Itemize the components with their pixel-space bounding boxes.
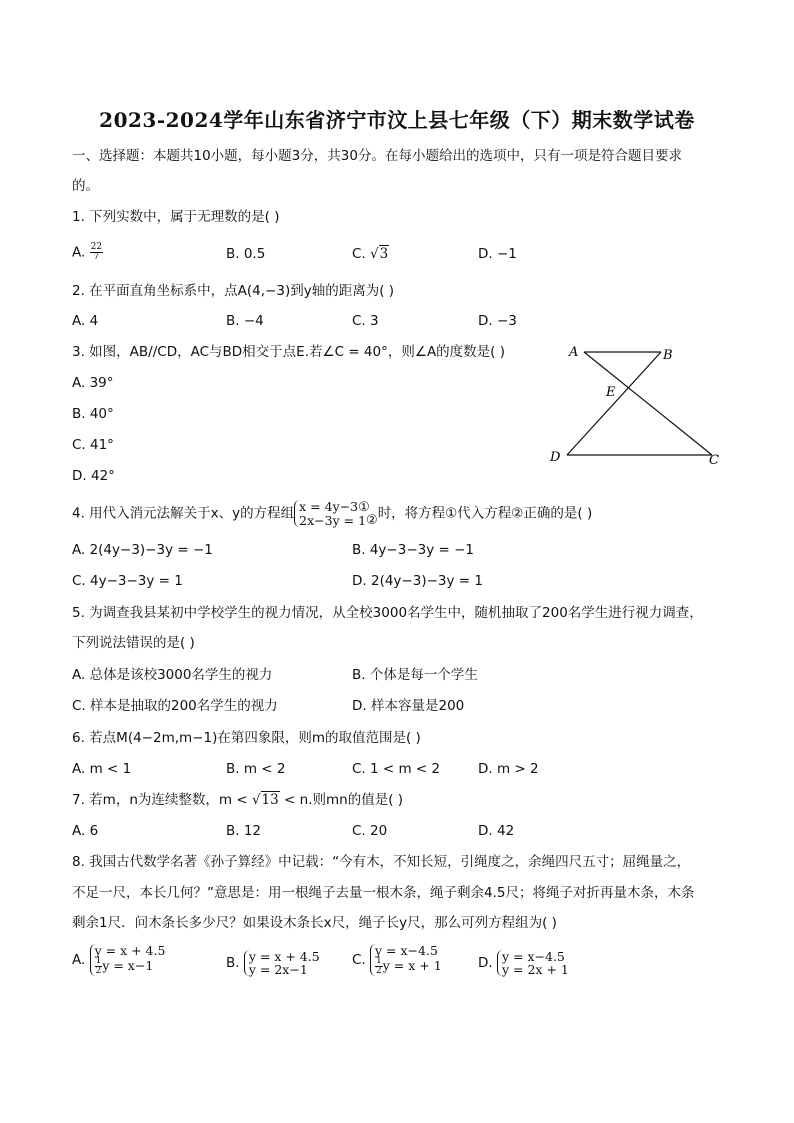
section-heading-line1: 一、选择题：本题共10小题，每小题3分，共30分。在每小题给出的选项中，只有一项是符合题目要求 (72, 148, 682, 164)
q1-sqrt: √3 (370, 246, 389, 262)
section-heading-line2: 的。 (72, 178, 99, 194)
q8-a-frac-num: 1 (95, 956, 102, 966)
q1-option-a-label: A. (72, 244, 86, 261)
q1-fraction-denominator: 7 (93, 252, 100, 262)
q3-figure (550, 340, 730, 470)
q7-stem (72, 791, 403, 809)
q7-option-c: C. 20 (352, 823, 388, 839)
q2-option-c: C. 3 (352, 313, 379, 329)
q3-stem: 3. 如图，AB//CD，AC与BD相交于点E.若∠C = 40°，则∠A的度数是( ) (72, 344, 506, 360)
q7-sqrt-radicand: 13 (261, 792, 279, 808)
q3-option-d: D. 42° (72, 468, 115, 484)
q4-option-d: D. 2(4y−3)−3y = 1 (352, 573, 483, 589)
q8-option-c-label: C. (352, 952, 366, 968)
q4-stem (72, 500, 592, 527)
q1-stem: 1. 下列实数中，属于无理数的是( ) (72, 209, 280, 225)
point-b-label: B (663, 348, 673, 363)
q2-option-a: A. 4 (72, 313, 99, 329)
q4-option-c: C. 4y−3−3y = 1 (72, 573, 183, 589)
point-a-label: A (569, 345, 579, 360)
q1-option-b: B. 0.5 (226, 246, 266, 262)
q5-option-c: C. 样本是抽取的200名学生的视力 (72, 698, 278, 714)
q5-option-b: B. 个体是每一个学生 (352, 667, 478, 683)
q2-stem: 2. 在平面直角坐标系中，点A(4,−3)到y轴的距离为( ) (72, 283, 395, 299)
q8-c-eq1: y = x−4.5 (375, 943, 438, 958)
q7-stem-pre: 7. 若m，n为连续整数，m < (72, 792, 248, 808)
q8-option-d-label: D. (478, 955, 493, 971)
q4-stem-pre: 4. 用代入消元法解关于x、y的方程组 (72, 505, 295, 522)
q7-sqrt: √13 (251, 792, 279, 808)
q5-option-d: D. 样本容量是200 (352, 698, 465, 714)
q7-stem-post: < n.则mn的值是( ) (284, 792, 404, 808)
q8-option-b-system (244, 950, 320, 976)
q4-eq2-row (299, 514, 378, 528)
segment-bd (567, 352, 661, 455)
q2-option-b: B. −4 (226, 313, 264, 329)
q8-c-frac-num: 1 (376, 956, 382, 966)
exam-title: 2023-2024学年山东省济宁市汶上县七年级（下）期末数学试卷 (99, 108, 695, 132)
q4-mark2: ② (366, 513, 378, 528)
q8-c-eq2: y = x + 1 (382, 958, 442, 973)
q8-stem-line3: 剩余1尺．问木条长多少尺？如果设木条长x尺，绳子长y尺，那么可列方程组为( ) (72, 915, 557, 931)
q8-c-eq2-row (375, 957, 442, 976)
q7-option-a: A. 6 (72, 823, 99, 839)
q4-mark1: ① (358, 499, 370, 515)
q8-a-eq2-row (95, 957, 166, 976)
q7-option-b: B. 12 (226, 823, 262, 839)
q8-stem-line1: 8. 我国古代数学名著《孙子算经》中记载：“今有木，不知长短，引绳度之，余绳四尺五寸；屈绳量之， (72, 854, 691, 870)
point-d-label: D (550, 450, 561, 465)
point-c-label: C (709, 453, 719, 468)
segment-ac (584, 352, 712, 455)
q8-stem-line2: 不足一尺，本长几何？”意思是：用一根绳子去量一根木条，绳子剩余4.5尺；将绳子对折再量木条，木条 (72, 885, 695, 901)
q1-sqrt-radicand: 3 (379, 246, 389, 262)
q8-b-eq2: y = 2x−1 (248, 962, 308, 977)
q2-option-d: D. −3 (478, 313, 517, 329)
q1-option-a-fraction (90, 243, 103, 262)
q8-c-frac-den: 2 (376, 966, 382, 976)
q8-a-eq2: y = x−1 (102, 958, 154, 973)
q6-option-b: B. m < 2 (226, 761, 286, 777)
q5-option-a: A. 总体是该校3000名学生的视力 (72, 667, 273, 683)
q8-d-eq2: y = 2x + 1 (501, 962, 569, 977)
q8-option-b (226, 950, 320, 976)
q4-option-a: A. 2(4y−3)−3y = −1 (72, 542, 213, 558)
q8-option-d (478, 950, 569, 976)
point-e-label: E (606, 385, 616, 400)
q5-stem-line1: 5. 为调查我县某初中学校学生的视力情况，从全校3000名学生中，随机抽取了200名学生进行视力调查， (72, 605, 703, 621)
q3-option-a: A. 39° (72, 375, 114, 391)
q8-a-frac-den: 2 (95, 966, 102, 976)
q8-a-eq1: y = x + 4.5 (94, 943, 166, 958)
q8-option-c (352, 944, 442, 976)
q1-option-d: D. −1 (478, 246, 517, 262)
q8-option-c-system (370, 944, 442, 976)
q8-option-a-label: A. (72, 952, 86, 968)
q4-eq2: 2x−3y = 1 (299, 512, 367, 528)
q4-eq1-row (299, 500, 378, 514)
q4-system (294, 500, 378, 527)
q3-option-c: C. 41° (72, 437, 114, 453)
q6-option-a: A. m < 1 (72, 761, 132, 777)
q8-option-b-label: B. (226, 955, 240, 971)
q6-option-d: D. m > 2 (478, 761, 539, 777)
q7-option-d: D. 42 (478, 823, 515, 839)
q8-c-fraction (375, 957, 383, 976)
q8-b-eq1: y = x + 4.5 (248, 949, 320, 964)
q4-eq1: x = 4y−3 (299, 499, 359, 514)
q1-fraction-numerator: 22 (90, 242, 103, 252)
q1-option-a (72, 243, 103, 262)
q8-option-a-system (90, 944, 166, 976)
q3-option-b: B. 40° (72, 406, 114, 422)
q1-option-c (352, 245, 389, 263)
q5-stem-line2: 下列说法错误的是( ) (72, 635, 195, 651)
q8-d-eq1: y = x−4.5 (501, 949, 565, 964)
q1-option-c-label: C. (352, 246, 366, 262)
q6-stem: 6. 若点M(4−2m,m−1)在第四象限，则m的取值范围是( ) (72, 730, 421, 746)
q8-option-d-system (497, 950, 569, 976)
q6-option-c: C. 1 < m < 2 (352, 761, 441, 777)
q8-option-a (72, 944, 165, 976)
q4-option-b: B. 4y−3−3y = −1 (352, 542, 475, 558)
q4-stem-post: 时，将方程①代入方程②正确的是( ) (377, 505, 593, 522)
